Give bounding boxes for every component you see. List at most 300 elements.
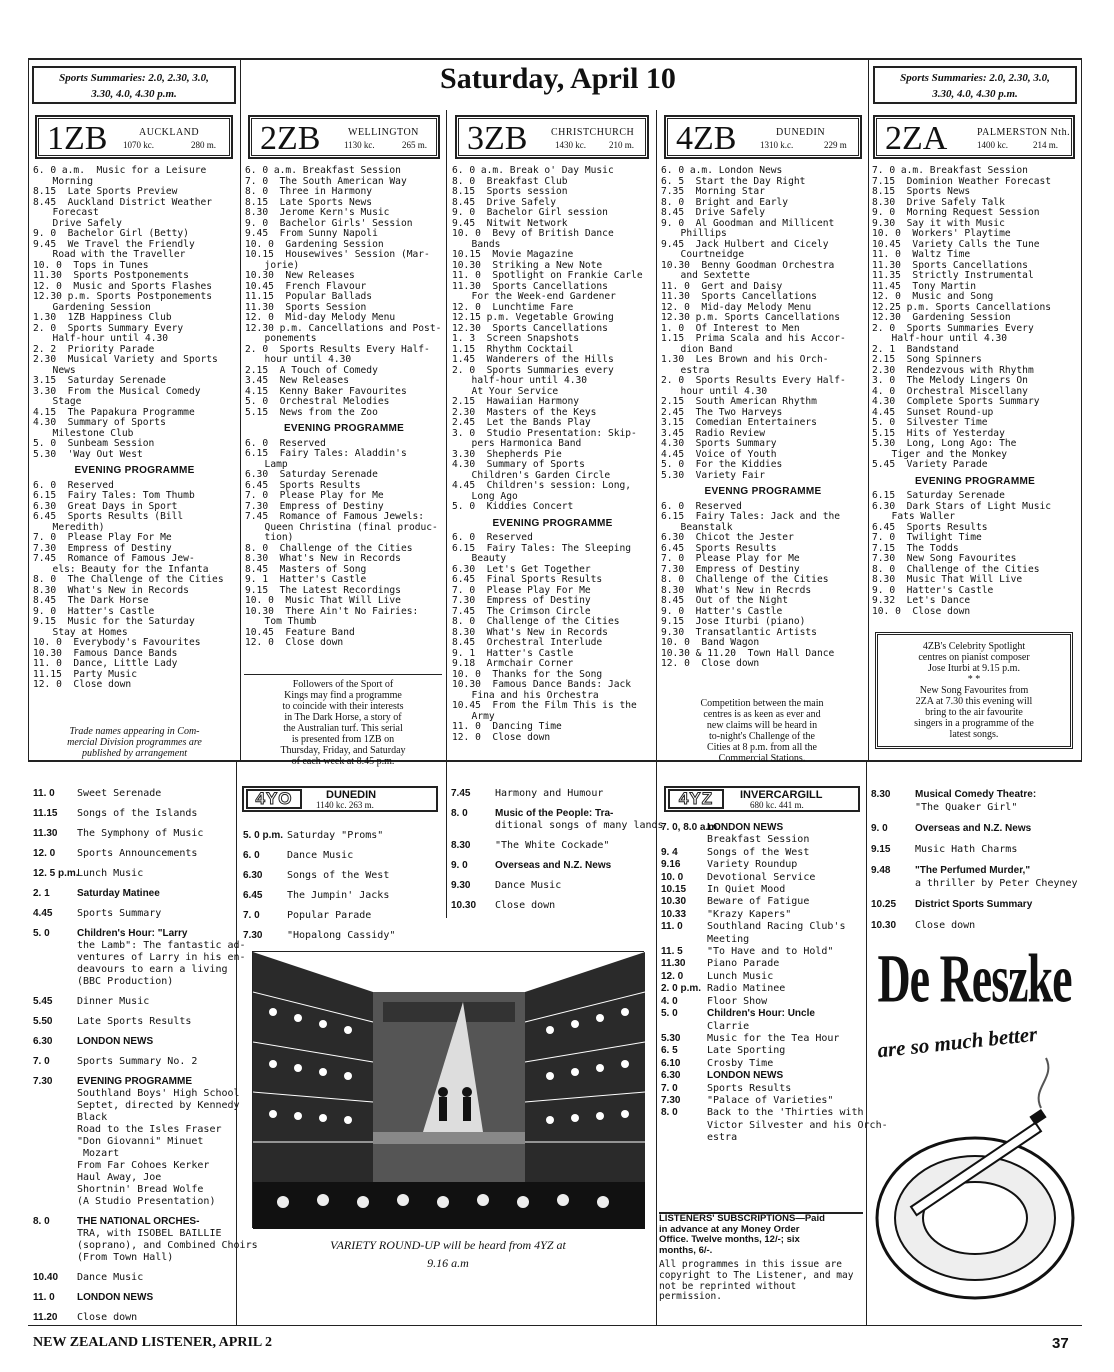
note-line: Kings may find a programme bbox=[284, 690, 402, 701]
list-time: 5. 0 p.m. bbox=[243, 830, 284, 841]
programme-line: 11. 0 Spotlight on Frankie Carle bbox=[452, 270, 643, 281]
list-title: (BBC Production) bbox=[77, 976, 174, 987]
celebrity-spotlight-note bbox=[875, 632, 1073, 749]
list-item bbox=[661, 1045, 863, 1057]
programme-line: 10. 0 Close down bbox=[872, 605, 971, 617]
station-header-4zb bbox=[665, 116, 861, 158]
list-time: 10.25 bbox=[871, 899, 897, 910]
note-line: of each week at 8.45 p.m. bbox=[291, 756, 395, 767]
programme-line: 4.45 Children's session: Long, bbox=[452, 480, 632, 491]
list-item bbox=[661, 996, 863, 1008]
list-item bbox=[451, 808, 655, 820]
schedule-4zb bbox=[661, 166, 865, 670]
programme-line: 9.45 Jack Hulbert and Cicely bbox=[661, 238, 829, 250]
programme-line: 6. 0 Reserved bbox=[245, 437, 326, 449]
list-item bbox=[33, 1272, 233, 1284]
list-title: "Krazy Kapers" bbox=[707, 908, 792, 920]
programme-line: 11.45 Tony Martin bbox=[872, 280, 976, 292]
programme-line: 2.30 Masters of the Keys bbox=[452, 406, 597, 418]
list-item bbox=[33, 1172, 233, 1184]
list-item bbox=[33, 1076, 233, 1088]
programme-line: 9.18 Armchair Corner bbox=[452, 658, 574, 669]
list-title: Floor Show bbox=[707, 995, 768, 1007]
list-title: a thriller by Peter Cheyney bbox=[915, 878, 1078, 889]
list-time: 7.30 bbox=[243, 930, 263, 941]
list-title: Dinner Music bbox=[77, 996, 150, 1007]
programme-line: Tom Thumb bbox=[253, 616, 317, 627]
programme-line: 8. 0 Three in Harmony bbox=[245, 186, 373, 197]
list-item bbox=[33, 1252, 233, 1264]
note-line: published by arrangement bbox=[82, 748, 187, 759]
list-time: 8. 0 bbox=[451, 808, 468, 819]
programme-line: 9. 0 Hatter's Castle bbox=[872, 584, 994, 596]
programme-line: 1.30 1ZB Happiness Club bbox=[33, 312, 172, 323]
programme-line: els: Beauty for the Infanta bbox=[41, 563, 209, 575]
list-item bbox=[661, 958, 863, 970]
list-title: Music of the People: Tra- bbox=[495, 808, 614, 819]
list-title: Close down bbox=[77, 1312, 138, 1323]
programme-line: 8.45 Auckland District Weather bbox=[33, 196, 213, 208]
list-title: Songs of the Islands bbox=[77, 808, 198, 819]
list-item bbox=[33, 952, 246, 964]
list-item bbox=[33, 1312, 233, 1324]
programme-line: 11.30 Sports Cancellations bbox=[872, 259, 1028, 271]
programme-line: 2.45 Let the Bands Play bbox=[452, 417, 591, 428]
list-title: ventures of Larry in his en- bbox=[77, 952, 246, 963]
list-title: Sweet Serenade bbox=[77, 788, 162, 799]
list-item bbox=[661, 1033, 863, 1045]
programme-line: 11.30 Sports Postponements bbox=[33, 270, 189, 281]
programme-line: 6.15 Fairy Tales: Aladdin's bbox=[245, 448, 407, 459]
list-item bbox=[451, 900, 655, 912]
theatre-drawing bbox=[253, 952, 645, 1229]
programme-line: 10.30 Famous Dance Bands: Jack bbox=[452, 679, 632, 690]
list-title: (A Studio Presentation) bbox=[77, 1196, 216, 1207]
list-item bbox=[451, 840, 655, 852]
programme-line: 12.30 p.m. Sports Cancellations bbox=[661, 312, 841, 323]
programme-line: 9. 0 Hatter's Castle bbox=[33, 605, 155, 617]
station-m: 280 m. bbox=[191, 140, 217, 150]
programme-line: 9. 0 Bachelor Girl session bbox=[452, 207, 608, 218]
station-logo-4yo: 4YO bbox=[246, 789, 302, 809]
programme-line: Road with the Traveller bbox=[41, 249, 186, 260]
list-title: LONDON NEWS bbox=[707, 1070, 784, 1082]
programme-line: 2.15 A Touch of Comedy bbox=[245, 364, 378, 376]
list-title: Dance Music bbox=[77, 1272, 144, 1283]
station-city: WELLINGTON bbox=[348, 127, 419, 138]
de-reszke-advertisement bbox=[871, 918, 1078, 1320]
programme-line: 6.30 Dark Stars of Light Music bbox=[872, 500, 1052, 512]
subscriptions-note bbox=[659, 1212, 863, 1303]
list-title: TRA, with ISOBEL BAILLIE bbox=[77, 1228, 222, 1239]
list-title: Dance Music bbox=[287, 850, 354, 861]
list-time: 12. 0 bbox=[661, 970, 684, 982]
sports-summary-left bbox=[32, 66, 236, 104]
programme-line: Beanstalk bbox=[669, 521, 733, 533]
programme-line: 2. 0 Sports Summaries every bbox=[452, 364, 614, 376]
programme-line: Lamp bbox=[253, 458, 288, 470]
list-title: Close down bbox=[495, 900, 556, 911]
programme-line: Beauty bbox=[460, 553, 507, 564]
station-call: 3ZB bbox=[467, 120, 528, 157]
programme-line: half-hour until 4.30 bbox=[460, 375, 588, 386]
programme-line: 8.30 Jerome Kern's Music bbox=[245, 207, 390, 218]
list-item bbox=[243, 910, 443, 922]
programme-line: 2.15 Hawaiian Harmony bbox=[452, 396, 580, 407]
list-item bbox=[33, 996, 233, 1008]
programme-line: 8.30 What's New in Records bbox=[452, 626, 608, 638]
list-time: 10.40 bbox=[33, 1272, 59, 1283]
list-item bbox=[33, 1216, 233, 1228]
station-m: 265 m. bbox=[402, 140, 428, 150]
list-item bbox=[33, 1036, 233, 1048]
programme-line: 2. 0 Sports Summary Every bbox=[33, 322, 184, 334]
programme-line: 8.15 Sports session bbox=[452, 186, 568, 197]
programme-line: 9. 0 Morning Request Session bbox=[872, 207, 1040, 218]
programme-line: 2.30 Musical Variety and Sports bbox=[33, 354, 218, 365]
page-title: Saturday, April 10 bbox=[440, 62, 676, 95]
list-item bbox=[661, 1107, 863, 1119]
programme-line: 2.15 Song Spinners bbox=[872, 354, 982, 365]
programme-line: 4.15 Kenny Baker Favourites bbox=[245, 385, 407, 397]
programme-line: 12. 0 Close down bbox=[661, 658, 760, 669]
programme-line: 5. 0 For the Kiddies bbox=[661, 459, 783, 470]
list-title: Clarrie bbox=[707, 1020, 750, 1032]
list-title: The Jumpin' Jacks bbox=[287, 890, 390, 901]
programme-line: 8.45 Out of the Night bbox=[661, 595, 789, 606]
programme-line: 2. 2 Priority Parade bbox=[33, 343, 155, 355]
list-time: 11.20 bbox=[33, 1312, 58, 1323]
station-city: INVERCARGILL bbox=[740, 789, 823, 801]
programme-line: Forecast bbox=[41, 207, 99, 218]
list-item bbox=[661, 834, 863, 846]
programme-line: 7.45 Romance of Famous Jew- bbox=[33, 553, 195, 564]
schedule-3zb bbox=[452, 166, 653, 743]
list-item bbox=[243, 850, 443, 862]
list-item bbox=[33, 1160, 233, 1172]
programme-line: 9. 1 Hatter's Castle bbox=[452, 647, 574, 659]
station-header-2za bbox=[874, 116, 1074, 158]
programme-line: 3.15 Saturday Serenade bbox=[33, 375, 166, 386]
list-item bbox=[661, 971, 863, 983]
list-item bbox=[33, 976, 233, 988]
list-item bbox=[33, 808, 233, 820]
variety-theatre-illustration bbox=[252, 951, 644, 1228]
programme-line: 7. 0 Please Play for Me bbox=[245, 490, 384, 501]
schedule-2zb bbox=[245, 166, 443, 649]
list-title: "The Quaker Girl" bbox=[915, 802, 1018, 813]
programme-line: 4. 0 Orchestral Miscellany bbox=[872, 385, 1028, 397]
list-time: 9.16 bbox=[661, 859, 681, 871]
list-item bbox=[33, 1136, 233, 1148]
list-item bbox=[33, 1124, 233, 1136]
programme-line: 7. 0 a.m. Breakfast Session bbox=[872, 165, 1028, 176]
programme-line: 11. 0 Dance, Little Lady bbox=[33, 658, 178, 669]
list-time: 5.30 bbox=[661, 1032, 681, 1044]
list-item bbox=[33, 1100, 240, 1112]
list-item bbox=[33, 1292, 233, 1304]
list-title: (From Town Hall) bbox=[77, 1252, 174, 1263]
list-item bbox=[661, 1132, 863, 1144]
programme-line: 9. 0 Bachelor Girls' Session bbox=[245, 217, 413, 229]
programme-line: 5. 0 Sunbeam Session bbox=[33, 438, 155, 449]
list-time: 11. 0 bbox=[33, 788, 55, 799]
station-call: 2ZB bbox=[260, 120, 321, 157]
list-title: "Don Giovanni" Minuet bbox=[77, 1136, 204, 1147]
list-title: Victor Silvester and his Orch- bbox=[707, 1119, 888, 1131]
list-title: Late Sporting bbox=[707, 1045, 786, 1057]
note-line: singers in a programme of the bbox=[914, 718, 1034, 729]
programme-line: Meredith) bbox=[41, 521, 105, 533]
list-title: In Quiet Mood bbox=[707, 884, 786, 896]
programme-line: 10.30 New Releases bbox=[245, 270, 355, 281]
list-title: Septet, directed by Kennedy bbox=[77, 1100, 240, 1111]
programme-line: 12. 0 Close down bbox=[245, 637, 344, 648]
programme-line: 11.30 Sports Session bbox=[245, 301, 367, 313]
programme-line: 8.45 Drive Safely bbox=[452, 196, 556, 208]
programme-line: tion) bbox=[253, 532, 294, 543]
list-item bbox=[451, 880, 655, 892]
programme-line: 10. 0 Gardening Session bbox=[245, 238, 384, 250]
list-time: 11. 0 bbox=[33, 1292, 55, 1303]
programme-line: 5.15 Hits of Yesterday bbox=[872, 427, 1005, 439]
list-title: LONDON NEWS bbox=[77, 1292, 154, 1303]
station-kc: 1430 kc. bbox=[555, 140, 586, 150]
programme-line: 7.30 Empress of Destiny bbox=[661, 563, 800, 575]
ashtray-cigarette-icon bbox=[871, 1068, 1078, 1318]
list-time: 5. 0 bbox=[33, 928, 50, 939]
programme-line: 3.45 Radio Review bbox=[661, 427, 765, 439]
list-time: 6.30 bbox=[661, 1070, 681, 1082]
programme-line: 2.45 The Two Harveys bbox=[661, 406, 783, 418]
programme-line: 4.30 Sports Summary bbox=[661, 438, 777, 449]
programme-line: 6. 0 a.m. London News bbox=[661, 165, 783, 176]
list-title: Music for the Tea Hour bbox=[707, 1032, 840, 1044]
programme-line: 12.30 Gardening Session bbox=[872, 312, 1011, 323]
list-time: 9.48 bbox=[871, 865, 891, 876]
programme-line: Bands bbox=[460, 238, 501, 250]
note-line: 4ZB's Celebrity Spotlight bbox=[922, 641, 1026, 652]
list-time: 7. 0 bbox=[243, 910, 260, 921]
list-item bbox=[243, 830, 443, 842]
note-line: Jose Iturbi at 9.15 p.m. bbox=[928, 663, 1020, 674]
list-item bbox=[871, 822, 1079, 835]
programme-line: 6.15 Saturday Serenade bbox=[872, 490, 1005, 501]
list-title: Popular Parade bbox=[287, 910, 372, 921]
list-title: Devotional Service bbox=[707, 871, 816, 883]
list-item bbox=[33, 928, 233, 940]
illustration-caption bbox=[252, 1236, 644, 1272]
programme-line: 11. 0 Waltz Time bbox=[872, 249, 971, 260]
programme-line: Stage bbox=[41, 396, 82, 407]
list-time: 6.30 bbox=[33, 1036, 53, 1047]
sports-summary-right bbox=[873, 66, 1077, 104]
programme-line: 12.15 p.m. Vegetable Growing bbox=[452, 312, 614, 323]
list-time: 7. 0 bbox=[661, 1082, 678, 1094]
ad-tagline: are so much better bbox=[876, 1021, 1039, 1063]
programme-line: 6.45 Sports Results (Bill bbox=[33, 511, 184, 522]
list-time: 10. 0 bbox=[661, 871, 684, 883]
programme-line: 1. 0 Of Interest to Men bbox=[661, 322, 800, 334]
note-line: Followers of the Sport of bbox=[292, 679, 394, 690]
ad-brand: De Reszke bbox=[877, 940, 1072, 1017]
programme-line: 7. 0 Twilight Time bbox=[872, 532, 982, 543]
programme-line: Tiger and the Monkey bbox=[880, 448, 1008, 460]
note-line: Commercial Stations. bbox=[718, 753, 806, 764]
list-time: 6.10 bbox=[661, 1057, 681, 1069]
programme-line: Phillips bbox=[669, 228, 727, 239]
station-kc: 1310 k.c. bbox=[760, 140, 794, 150]
programme-line: 9. 0 Hatter's Castle bbox=[661, 605, 783, 617]
schedule-4yz-evening bbox=[871, 780, 1079, 932]
list-time: 11.30 bbox=[33, 828, 58, 839]
station-m: 229 m bbox=[824, 140, 847, 150]
programme-line: 4.30 Summary of Sports bbox=[33, 417, 166, 428]
subscription-line: months, 6/-. bbox=[659, 1244, 713, 1256]
list-item bbox=[871, 877, 1079, 890]
list-title: Radio Matinee bbox=[707, 983, 786, 995]
programme-line: 12. 0 Music and Song bbox=[872, 291, 994, 302]
programme-line: 4.45 Voice of Youth bbox=[661, 448, 777, 460]
programme-line: 4.30 Complete Sports Summary bbox=[872, 396, 1040, 407]
list-time: 6.45 bbox=[243, 890, 263, 901]
list-title: Variety Roundup bbox=[707, 859, 798, 871]
programme-line: 12.30 p.m. Cancellations and Post- bbox=[245, 322, 442, 334]
station-badge-4yz bbox=[664, 786, 860, 812]
list-time: 4. 0 bbox=[661, 995, 678, 1007]
programme-line: 7.45 Romance of Famous Jewels: bbox=[245, 511, 425, 522]
note-line: Competition between the main bbox=[700, 698, 824, 709]
list-time: 9. 0 bbox=[451, 860, 468, 871]
list-title: Songs of the West bbox=[287, 870, 390, 881]
programme-line: Half-hour until 4.30 bbox=[41, 333, 169, 344]
programme-line: 8. 0 The Challenge of the Cities bbox=[33, 574, 224, 585]
programme-line: 10. 0 Workers' Playtime bbox=[872, 228, 1011, 239]
programme-line: 2. 0 Sports Results Every Half- bbox=[245, 343, 430, 355]
programme-line: 6.15 Fairy Tales: Jack and the bbox=[661, 511, 841, 522]
note-line: mercial Division programmes are bbox=[67, 737, 202, 748]
summary-line: Sports Summaries: 2.0, 2.30, 3.0, bbox=[900, 72, 1050, 84]
programme-line: 3. 0 The Melody Lingers On bbox=[872, 375, 1028, 386]
evening-programme-heading: EVENNG PROGRAMME bbox=[704, 486, 822, 497]
list-item bbox=[661, 909, 863, 921]
list-item bbox=[661, 1058, 863, 1070]
list-time: 12. 5 p.m. bbox=[33, 868, 79, 879]
programme-line: 3.15 Comedian Entertainers bbox=[661, 417, 817, 428]
list-item bbox=[871, 864, 1079, 877]
list-title: Beware of Fatigue bbox=[707, 896, 810, 908]
list-item bbox=[33, 964, 233, 976]
list-title: "Palace of Varieties" bbox=[707, 1094, 834, 1106]
programme-line: 9.30 Say it with Music bbox=[872, 217, 1005, 229]
programme-line: 8.45 Drive Safely bbox=[661, 207, 765, 218]
list-item bbox=[661, 921, 863, 933]
programme-line: 11. 0 Dancing Time bbox=[452, 721, 562, 732]
programme-line: 10. 0 Bevy of British Dance bbox=[452, 228, 614, 239]
schedule-4yo bbox=[243, 822, 443, 942]
list-time: 8. 0 bbox=[661, 1107, 678, 1119]
list-title: Musical Comedy Theatre: bbox=[915, 789, 1037, 800]
programme-line: 12. 0 Close down bbox=[33, 679, 132, 690]
programme-line: Courtneidge bbox=[669, 249, 745, 260]
competition-note bbox=[664, 694, 860, 768]
programme-line: 5. 0 Silvester Time bbox=[872, 417, 988, 428]
summary-line: 3.30, 4.0, 4.30 p.m. bbox=[91, 88, 177, 100]
station-kc: 1130 kc. bbox=[344, 140, 375, 150]
programme-line: 10.45 From the Film This is the bbox=[452, 700, 637, 711]
list-time: 8.30 bbox=[871, 789, 891, 800]
programme-line: 9.30 Transatlantic Artists bbox=[661, 626, 817, 638]
programme-line: 4.30 Summary of Sports bbox=[452, 459, 585, 470]
list-title: "The Perfumed Murder," bbox=[915, 865, 1031, 876]
list-item bbox=[871, 898, 1079, 911]
programme-line: 8.45 The Dark Horse bbox=[33, 595, 149, 606]
station-call: 1ZB bbox=[47, 120, 108, 157]
programme-line: 9. 0 Al Goodman and Millicent bbox=[661, 217, 835, 229]
programme-line: dion Band bbox=[669, 343, 733, 355]
programme-line: 12.25 p.m. Sports Cancellations bbox=[872, 301, 1052, 313]
programme-line: 5.30 'Way Out West bbox=[33, 448, 143, 460]
note-line: is presented from 1ZB on bbox=[291, 734, 395, 745]
list-title: Saturday "Proms" bbox=[287, 830, 384, 841]
programme-line: pers Harmonica Band bbox=[460, 438, 582, 449]
programme-line: 10.30 Striking a New Note bbox=[452, 259, 603, 271]
programme-line: 12. 0 Lunchtime Fare bbox=[452, 301, 574, 313]
programme-line: 9.45 We Travel the Friendly bbox=[33, 238, 195, 250]
programme-line: 10. 0 Music That Will Live bbox=[245, 595, 401, 606]
programme-line: 10.30 Benny Goodman Orchestra bbox=[661, 259, 835, 271]
programme-line: 6.30 Let's Get Together bbox=[452, 563, 591, 575]
list-item bbox=[33, 908, 233, 920]
list-time: 11.15 bbox=[33, 808, 58, 819]
note-line: the Australian turf. This serial bbox=[283, 723, 403, 734]
station-header-3zb bbox=[456, 116, 648, 158]
list-title: The Symphony of Music bbox=[77, 828, 204, 839]
list-item bbox=[33, 1240, 258, 1252]
programme-line: 4.45 Sunset Round-up bbox=[872, 406, 994, 418]
programme-line: ponements bbox=[253, 333, 317, 344]
list-title: estra bbox=[707, 1132, 738, 1144]
programme-line: 1.45 Wanderers of the Hills bbox=[452, 354, 614, 365]
list-time: 10.30 bbox=[661, 896, 687, 908]
list-item bbox=[33, 1228, 233, 1240]
programme-line: 8.30 What's New in Recrds bbox=[661, 584, 812, 596]
programme-line: 10.30 Famous Dance Bands bbox=[33, 647, 178, 659]
programme-line: Children's Garden Circle bbox=[460, 469, 611, 481]
programme-line: News bbox=[41, 364, 76, 376]
trade-names-note bbox=[33, 726, 236, 759]
programme-line: 1.15 Rhythm Cocktail bbox=[452, 343, 574, 355]
station-city: DUNEDIN bbox=[776, 127, 826, 138]
programme-line: jorie) bbox=[253, 259, 300, 271]
programme-line: Long Ago bbox=[460, 490, 518, 502]
list-time: 6. 0 bbox=[243, 850, 260, 861]
programme-line: 5.30 Long, Long Ago: The bbox=[872, 438, 1017, 449]
list-item bbox=[33, 1056, 233, 1068]
programme-line: Gardening Session bbox=[41, 301, 151, 313]
programme-line: 12.30 p.m. Sports Postponements bbox=[33, 291, 213, 302]
list-item bbox=[661, 934, 863, 946]
list-title: Saturday Matinee bbox=[77, 888, 160, 899]
programme-line: 6. 0 a.m. Breakfast Session bbox=[245, 165, 401, 176]
programme-line: 12.30 Sports Cancellations bbox=[452, 322, 608, 334]
subscription-line: in advance at any Money Order bbox=[659, 1223, 800, 1235]
list-title: Road to the Isles Fraser bbox=[77, 1124, 222, 1135]
list-title: Harmony and Humour bbox=[495, 788, 604, 799]
programme-line: 11. 0 Gert and Daisy bbox=[661, 280, 783, 292]
list-title: Close down bbox=[915, 920, 976, 931]
note-line: * * bbox=[967, 674, 981, 685]
